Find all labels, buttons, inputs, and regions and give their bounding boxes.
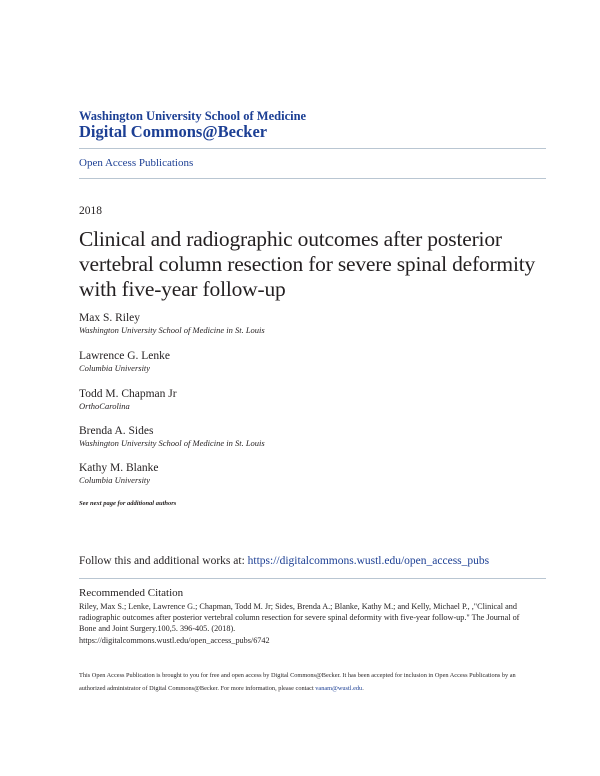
collection-divider <box>79 178 546 179</box>
author-5 <box>79 462 159 485</box>
citation-link[interactable]: https://digitalcommons.wustl.edu/open_access_pubs/6742 <box>79 635 270 645</box>
author-2 <box>79 350 170 373</box>
follow-divider <box>79 578 546 579</box>
author-name: Kathy M. Blanke <box>79 462 159 474</box>
citation-text <box>79 601 524 646</box>
author-4 <box>79 425 265 448</box>
notice-text: This Open Access Publication is brought to you for free and open access by Digital Commons@Becker. It has been accepted for inclusion in Open Access Publications by an authorized administrator of Digital Commons@Becker. For more information, please contact <box>79 672 516 692</box>
citation-body: Riley, Max S.; Lenke, Lawrence G.; Chapman, Todd M. Jr; Sides, Brenda A.; Blanke, Kathy M.; and Kelly, Michael P., ,"Clinical and radiographic outcomes after posterior vertebral column resection for severe spinal deformity with five-year follow-up." The Journal of Bone and Joint Surgery.100,5. 396-405. (2018). <box>79 602 520 634</box>
recommended-citation-heading: Recommended Citation <box>79 587 184 599</box>
header-divider <box>79 148 546 149</box>
author-affiliation: Washington University School of Medicine in St. Louis <box>79 438 265 448</box>
additional-authors-note: See next page for additional authors <box>79 500 177 507</box>
author-name: Max S. Riley <box>79 312 141 324</box>
author-affiliation: Columbia University <box>79 363 151 373</box>
follow-link[interactable]: https://digitalcommons.wustl.edu/open_access_pubs <box>247 555 490 567</box>
author-name: Todd M. Chapman Jr <box>79 388 177 400</box>
author-name: Brenda A. Sides <box>79 425 154 437</box>
contact-email-link[interactable]: vanam@wustl.edu <box>315 684 363 692</box>
institution-name: Washington University School of Medicine <box>79 109 307 123</box>
author-affiliation: Washington University School of Medicine in St. Louis <box>79 325 265 335</box>
notice-end: . <box>362 684 364 692</box>
follow-prefix: Follow this and additional works at: <box>79 555 248 567</box>
publication-year: 2018 <box>79 205 102 217</box>
collection-link[interactable]: Open Access Publications <box>79 157 194 169</box>
author-affiliation: OrthoCarolina <box>79 401 130 411</box>
author-3 <box>79 388 177 411</box>
author-name: Lawrence G. Lenke <box>79 350 170 362</box>
repository-name[interactable]: Digital Commons@Becker <box>79 122 268 141</box>
open-access-notice <box>79 670 539 695</box>
author-1 <box>79 312 265 335</box>
author-affiliation: Columbia University <box>79 475 151 485</box>
paper-title: Clinical and radiographic outcomes after posterior vertebral column resection for severe spinal deformity with five-year follow-up <box>79 227 536 301</box>
follow-line <box>79 555 489 567</box>
